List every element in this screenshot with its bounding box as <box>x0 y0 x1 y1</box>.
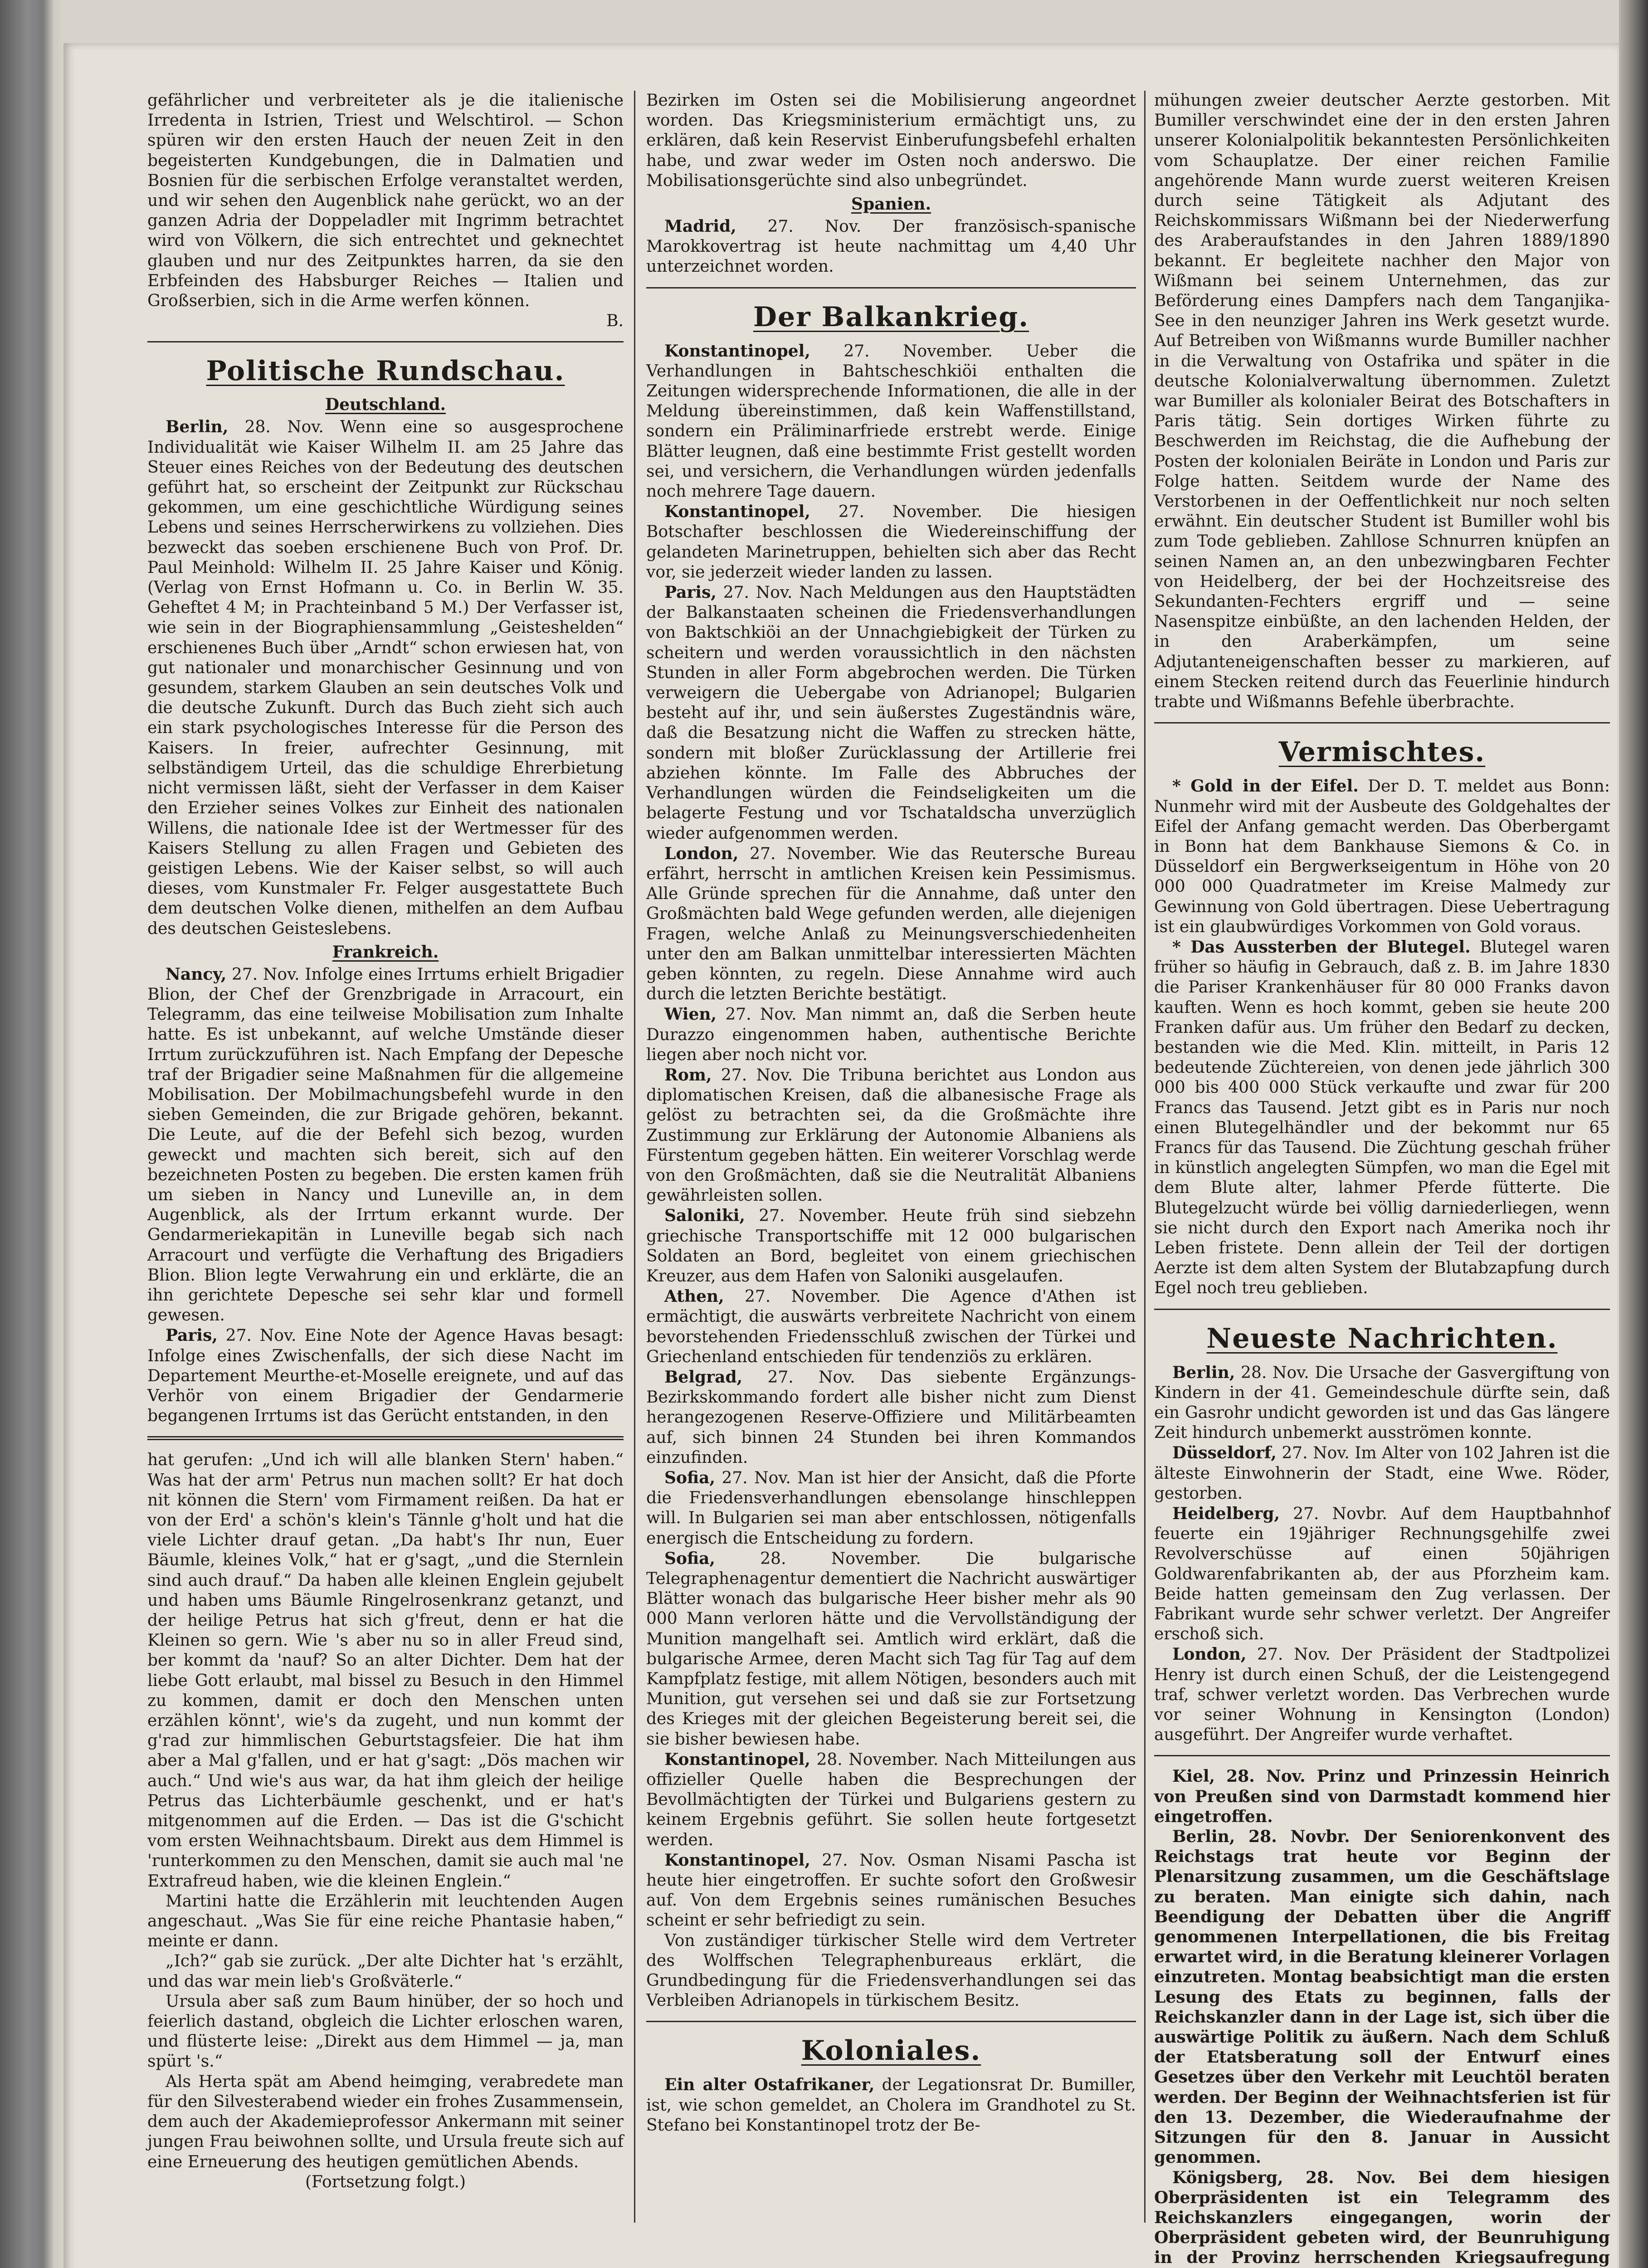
news-text: 27. Nov. Eine Note der Agence Havas besagt: Infolge eines Zwischenfalls, der sich diese Nacht im Departement Meurthe-et-Moselle ereignete, und auf das Verhör von einem Brigadier der Gendarmerie begangenen Irrtums ist das Gerücht entstanden, in den <box>147 1326 624 1426</box>
divider <box>147 341 624 342</box>
news-text: 27. November. Die Agence d'Athen ist ermächtigt, die auswärts verbreitete Nachricht von einem bevorstehenden Friedensschluß zwischen der Türkei und Griechenland entschieden für tendenziös zu erklären. <box>646 1287 1136 1366</box>
column-rule-1 <box>634 91 635 2223</box>
news-text: 28. Nov. Wenn eine so ausgesprochene Individualität wie Kaiser Wilhelm II. am 25 Jahre das Steuer eines Reiches von der Bedeutung des deutschen geführt hat, so erscheint der Zeitpunkt zur Rückschau gekommen, um eine geschichtliche Würdigung seines Lebens und seines Herrscherwirkens zu vollziehen. Dies bezweckt das soeben erschienene Buch von Prof. Dr. Paul Meinhold: Wilhelm II. 25 Jahre Kaiser und König. (Verlag von Ernst Hofmann u. Co. in Berlin W. 35. Geheftet 4 M; in Prachteinband 5 M.) Der Verfasser ist, wie sein in der Biographiensammlung „Geisteshelden“ erschienenes Buch über „Arndt“ schon erwiesen hat, von gut nationaler und monarchischer Gesinnung und von gesundem, starkem Glauben an sein deutsches Volk und die deutsche Zukunft. Durch das Buch zieht sich auch ein stark psychologisches Interesse für die Person des Kaisers. In freier, aufrechter Gesinnung, mit selbständigem Urteil, das die schuldige Ehrerbietung nicht vermissen läßt, sieht der Verfasser in dem Kaiser den Erzieher seines Volkes zur Einheit des nationalen Willens, die nationale Idee ist der Wertmesser für des Kaisers Stellung zu allen Fragen und Gebieten des geistigen Lebens. Wie der Kaiser selbst, so will auch dieses, vom Kunstmaler Fr. Felger ausgestattete Buch dem deutschen Volke dienen, mithelfen an dem Aufbau des deutschen Geisteslebens. <box>147 418 624 938</box>
page-edge-shadow <box>1619 0 1648 2268</box>
news-item <box>1154 1443 1610 1504</box>
divider <box>646 2021 1136 2022</box>
section-title-koloniales: Koloniales. <box>801 2035 981 2067</box>
section-title-neueste-nachrichten: Neueste Nachrichten. <box>1206 1322 1558 1354</box>
news-item <box>1154 1644 1610 1745</box>
dateline: Königsberg, <box>1172 2168 1283 2187</box>
column-1 <box>147 91 624 2192</box>
dateline: Konstantinopel, <box>664 1750 810 1769</box>
article-signature: B. <box>606 312 624 331</box>
news-item <box>1154 2168 1610 2268</box>
news-text: Blutegel waren früher so häufig in Gebrauch, daß z. B. im Jahre 1830 die Pariser Krankenhäuser für 80 000 Franks davon kauften. Wenn es hoch kommt, geben sie heute 200 Franken dafür aus. Um früher den Bedarf zu decken, bestanden wie die Med. Klin. mitteilt, in Paris 12 bedeutende Züchtereien, von denen jede jährlich 300 000 bis 400 000 Stück verkaufte und zwar für 200 Francs das Tausend. Jetzt gibt es in Paris nur noch einen Blutegelhändler und der bekommt nur 65 Francs für das Tausend. Die Züchtung geschah früher in künstlich angelegten Sümpfen, wo man die Egel mit dem Blute alter, lahmer Pferde fütterte. Die Blutegelzucht würde bei völlig darniederliegen, wenn sie nicht durch den Export nach Amerika noch ihr Leben fristete. Denn allein der Teil der dortigen Aerzte ist dem alten System der Blutabzapfung durch Egel noch treu geblieben. <box>1154 938 1610 1298</box>
news-item <box>1154 1766 1610 1827</box>
news-text: 27. Nov. Infolge eines Irrtums erhielt Brigadier Blion, der Chef der Grenzbrigade in Arracourt, ein Telegramm, das eine teilweise Mobilisation zum Inhalte hatte. Es ist unbekannt, auf welche Umstände dieser Irrtum zurückzuführen ist. Nach Empfang der Depesche traf der Brigadier seine Maßnahmen für die allgemeine Mobilisation. Der Mobilmachungsbefehl wurde in den sieben Gemeinden, die zur Brigade gehören, bekannt. Die Leute, auf die der Befehl sich bezog, wurden geweckt und machten sich bereit, sich auf den bezeichneten Posten zu begeben. Die ersten kamen früh um sieben in Nancy und Luneville an, in dem Augenblick, als der Irrtum erkannt wurde. Der Gendarmeriekapitän in Luneville begab sich nach Arracourt und verfügte die Verhaftung des Brigadiers Blion. Blion legte Verwahrung ein und erklärte, die an ihn gerichtete Depesche sei sehr klar und formell gewesen. <box>147 965 624 1325</box>
section-title-vermischtes: Vermischtes. <box>1278 736 1486 768</box>
news-text: 27. Nov. Nach Meldungen aus den Hauptstädten der Balkanstaaten scheinen die Friedensverhandlungen von Baktschkiöi an der Unnachgiebigkeit der Türken zu scheitern und werden voraussichtlich in den nächsten Stunden in aller Form abgebrochen werden. Die Türken verweigern die Uebergabe von Adrianopel; Bulgarien besteht auf ihr, und sein äußerstes Zugeständnis wäre, daß die Besatzung nicht die Waffen zu strecken hätte, sondern mit bloßer Zurücklassung der Artillerie frei abziehen könnte. Im Falle des Abbruches der Verhandlungen würden die Feindseligkeiten um die belagerte Festung und vor Tschataldscha unverzüglich wieder aufgenommen werden. <box>646 583 1136 843</box>
dateline: London, <box>664 844 739 863</box>
news-text: 27. Novbr. Auf dem Hauptbahnhof feuerte ein 19jähriger Rechnungsgehilfe zwei Revolverschüsse auf einen 50jährigen Goldwarenfabrikanten ab, der aus Pforzheim kam. Beide hatten gemeinsam den Zug verlassen. Der Fabrikant wurde sehr schwer verletzt. Der Angreifer erschoß sich. <box>1154 1505 1610 1644</box>
news-text: 27. Nov. Osman Nisami Pascha ist heute hier eingetroffen. Er suchte sofort den Großwesir auf. Von dem Ergebnis seines rumänischen Besuches scheint er sehr befriedigt zu sein. <box>646 1851 1136 1930</box>
dateline: Heidelberg, <box>1172 1504 1280 1523</box>
feuilleton-text: hat gerufen: „Und ich will alle blanken Stern' haben.“ Was hat der arm' Petrus nun machen sollt? Er hat doch nit können die Stern' vom Firmament reißen. Da hat er von der Erd' a schön's klein's Tännle g'holt und hat die viele Lichter drauf getan. „Da habt's Ihr nun, Euer Bäumle, kleines Volk,“ hat er g'sagt, „und die Sternlein sind auch drauf.“ Da haben alle kleinen Englein gejubelt und haben ums Bäumle Ringelrosenkranz getanzt, und der heilige Petrus hat sich g'freut, denn er hat die Kleinen so gern. Wie 's aber nu so in aller Freud sind, ber kommt da 'nauf? So an alter Dichter. Dem hat der liebe Gott erlaubt, mal bissel zu Besuch in den Himmel zu kommen, damit er doch den Menschen unten erzählen könnt', wie's da zugeht, und nun kommt der g'rad zur himmlischen Geburtstagsfeier. Die hat ihm aber a Mal g'fallen, und er hat g'sagt: „Dös machen wir auch.“ Und wie's aus war, da hat ihm gleich der heilige Petrus das Lichterbäumle geschenkt, und er hat's mitgenommen auf die Erden. — Das ist die G'schicht vom ersten Weihnachtsbaum. Direkt aus dem Himmel is 'runterkommen zu den Menschen, damit sie auch mal 'ne Extrafreud haben, wie die kleinen Englein.“ <box>147 1451 624 1891</box>
news-item <box>147 964 624 1326</box>
column-rule-2 <box>1144 91 1146 2223</box>
news-text: 27. Nov. Man ist hier der Ansicht, daß die Pforte die Friedensverhandlungen ebensolange hinschleppen will. In Bulgarien sei man aber entschlossen, nötigenfalls energisch die Entscheidung zu fordern. <box>646 1469 1136 1548</box>
news-item <box>646 2075 1136 2136</box>
news-item <box>646 1004 1136 1065</box>
section-title-balkankrieg: Der Balkankrieg. <box>753 301 1029 333</box>
subheading-frankreich: Frankreich. <box>332 942 439 962</box>
news-text: 27. Nov. Das siebente Ergänzungs-Bezirkskommando fordert alle bisher nicht zum Dienst herangezogenen Reserve-Offiziere und Militärbeamten auf, sich binnen 24 Stunden bei ihren Kommandos einzufinden. <box>646 1368 1136 1467</box>
dateline: Berlin, <box>1172 1363 1235 1382</box>
divider <box>1154 1309 1610 1310</box>
news-item <box>1154 937 1610 1299</box>
news-text: 27. November. Wie das Reutersche Bureau erfährt, herrscht in amtlichen Kreisen kein Pessimismus. Alle Gründe sprechen für die Annahme, daß unter den Großmächten bald Wege gefunden werden, alle diejenigen Fragen, welche Anlaß zu Meinungsverschiedenheiten unter den am Balkan unmittelbar interessierten Mächten geben könnten, zu regeln. Diese Annahme wird auch durch die letzten Berichte bestätigt. <box>646 844 1136 1004</box>
news-item <box>646 582 1136 844</box>
news-item <box>646 1367 1136 1468</box>
item-heading: * Das Aussterben der Blutegel. <box>1172 937 1471 957</box>
dateline: Nancy, <box>166 964 227 984</box>
dateline: Saloniki, <box>664 1206 746 1226</box>
news-item <box>646 341 1136 502</box>
news-text: 27. Nov. Der französisch-spanische Marokkovertrag ist heute nachmittag um 4,40 Uhr unterzeichnet worden. <box>646 217 1136 276</box>
dateline: London, <box>1172 1645 1247 1664</box>
column-2 <box>646 91 1136 2136</box>
news-item <box>147 417 624 938</box>
news-item <box>646 216 1136 277</box>
news-item <box>646 502 1136 582</box>
news-text: der Legationsrat Dr. Bumiller, ist, wie schon gemeldet, an Cholera im Grandhotel zu St. Stefano bei Konstantinopel trotz der Be- <box>646 2076 1136 2135</box>
item-heading: * Gold in der Eifel. <box>1172 777 1359 796</box>
feuilleton-text: Als Herta spät am Abend heimging, verabredete man für den Silvesterabend wieder ein frohes Zusammensein, dem auch der Akademieprofessor Ankermann mit seiner jungen Frau beiwohnen sollte, und Ursula freute sich auf eine Erneuerung des heutigen gemütlichen Abends. <box>147 2072 624 2171</box>
news-text: 28. November. Die bulgarische Telegraphenagentur dementiert die Nachricht auswärtiger Blätter wonach das bulgarische Heer bisher mehr als 90 000 Mann verloren hätte und die Vervollständigung der Munition mangelhaft sei. Amtlich wird erklärt, daß die bulgarische Armee, deren Macht sich Tag für Tag auf dem Kampfplatz festige, mit allem Nötigen, besonders auch mit Munition, gut versehen sei und daß sie zur Fortsetzung des Krieges mit der gleichen Begeisterung bereit sei, die sie bisher bewiesen habe. <box>646 1549 1136 1749</box>
news-text: 28. Novbr. Der Seniorenkonvent des Reichstags trat heute vor Beginn der Plenarsitzung zusammen, um die Geschäftslage zu beraten. Man einigte sich dahin, nach Beendigung der Debatten über die Angriff genommenen Interpellationen, die bis Freitag erwartet wird, in die Beratung kleinerer Vorlagen einzutreten. Montag beabsichtigt man die ersten Lesung des Etats zu beginnen, falls der Reichskanzler dann in der Lage ist, sich über die auswärtige Politik zu äußern. Nach dem Schluß der Etatsberatung soll der Entwurf eines Gesetzes über den Verkehr mit Leuchtöl beraten werden. Der Beginn der Weihnachtsferien ist für den 13. Dezember, die Wiederaufnahme der Sitzungen für den 8. Januar in Aussicht genommen. <box>1154 1827 1610 2167</box>
subheading-spanien: Spanien. <box>851 195 931 214</box>
news-text: 28. Nov. Prinz und Prinzessin Heinrich von Preußen sind von Darmstadt kommend hier eingetroffen. <box>1154 1767 1610 1826</box>
dateline: Madrid, <box>664 217 736 236</box>
dateline: Konstantinopel, <box>664 341 810 361</box>
news-item <box>646 1065 1136 1206</box>
news-item <box>646 1468 1136 1549</box>
dateline: Athen, <box>664 1287 724 1306</box>
dateline: Berlin, <box>1172 1827 1235 1847</box>
dateline: Belgrad, <box>664 1367 743 1387</box>
dateline: Düsseldorf, <box>1172 1443 1277 1463</box>
dateline: Sofia, <box>664 1468 716 1487</box>
feuilleton-text: „Ich?“ gab sie zurück. „Der alte Dichter hat 's erzählt, und das war mein lieb's Großväterle.“ <box>147 1952 624 1991</box>
news-text: 27. Nov. Die Tribuna berichtet aus London aus diplomatischen Kreisen, daß die albanesische Frage als gelöst zu betrachten sei, da die Großmächte ihre Zustimmung zur Erklärung der Autonomie Albaniens als Fürstentum gegeben hätten. Ein weiterer Vorschlag werde von den Großmächten, daß sie die Neutralität Albaniens gewährleisten sollen. <box>646 1066 1136 1205</box>
feuilleton-divider <box>147 1436 624 1440</box>
article-text: gefährlicher und verbreiteter als je die italienische Irredenta in Istrien, Triest und Welschtirol. — Schon spüren wir den ersten Hauch der neuen Zeit in den begeisterten Kundgebungen, die in Dalmatien und Bosnien für die serbischen Erfolge veranstaltet werden, und wir sehen den Augenblick nahe gerückt, wo an der ganzen Adria der Doppeladler mit Ingrimm betrachtet wird von Völkern, die sich entrechtet und geknechtet glauben und nur des Zeitpunktes harren, da sie den Erbfeinden des Habsburger Reiches — Italien und Großserbien, sich in die Arme werfen können. <box>147 91 624 311</box>
news-text: 27. November. Ueber die Verhandlungen in Bahtscheschkiöi enthalten die Zeitungen widersprechende Informationen, die alle in der Meldung übereinstimmen, daß kein Waffenstillstand, sondern ein Präliminarfriede erstrebt werde. Einige Blätter leugnen, daß eine bestimmte Frist gestellt worden sei, und versichern, die Verhandlungen würden jedenfalls noch mehrere Tage dauern. <box>646 342 1136 501</box>
dateline: Konstantinopel, <box>664 1850 810 1870</box>
news-item <box>646 1850 1136 1931</box>
article-text: mühungen zweier deutscher Aerzte gestorben. Mit Bumiller verschwindet eine der in den ersten Jahren unserer Kolonialpolitik bekanntesten Persönlichkeiten vom Schauplatze. Der einer reichen Familie angehörende Mann wurde zuerst weiteren Kreisen durch seine Tätigkeit als Adjutant des Reichskommissars Wißmann bei der Niederwerfung des Araberaufstandes in den Jahren 1889/1890 bekannt. Er begleitete nachher den Major von Wißmann bei seinem Unternehmen, das zur Beförderung eines Dampfers nach dem Tanganjika-See in den neunziger Jahren ins Werk gesetzt wurde. Auf Betreiben von Wißmanns wurde Bumiller nachher in die Verwaltung von Ostafrika und später in die deutsche Kolonialverwaltung übernommen. Zuletzt war Bumiller als kolonialer Beirat des Botschafters in Paris tätig. Sein dortiges Wirken führte zu Beschwerden im Reichstag, die die Aufhebung der Posten der kolonialen Beiräte in London und Paris zur Folge hatten. Seitdem wurde der Name des Verstorbenen in der Oeffentlichkeit nur noch selten erwähnt. Ein deutscher Student ist Bumiller wohl bis zum Tode geblieben. Zahllose Schnurren knüpfen an seinen Namen an, an den unbezwingbaren Fechter von Heidelberg, der bei der Hochzeitsreise des Sekundanten-Fechters ergriff und — seine Nasenspitze einbüßte, an den lachenden Helden, der in den Araberkämpfen, um seine Adjutanteneigenschaften besser zu markieren, auf einem Stecken reitend durch das Feuerlinie hindurch trabte und Wißmanns Befehle überbrachte. <box>1154 91 1610 712</box>
news-text: 27. November. Heute früh sind siebzehn griechische Transportschiffe mit 12 000 bulgarischen Soldaten an Bord, begleitet von einem griechischen Kreuzer, aus dem Hafen von Saloniki ausgelaufen. <box>646 1207 1136 1286</box>
news-item <box>1154 1827 1610 2167</box>
news-text: 27. Nov. Im Alter von 102 Jahren ist die älteste Einwohnerin der Stadt, eine Wwe. Röder, gestorben. <box>1154 1444 1610 1503</box>
dateline: Wien, <box>664 1005 717 1024</box>
continuation-note: (Fortsetzung folgt.) <box>305 2172 466 2191</box>
dateline: Rom, <box>664 1065 712 1085</box>
news-item <box>646 1750 1136 1850</box>
subheading-deutschland: Deutschland. <box>325 395 446 415</box>
divider <box>1154 1755 1610 1756</box>
dateline: Paris, <box>664 583 717 602</box>
column-3 <box>1154 91 1610 2268</box>
news-item <box>1154 1504 1610 1644</box>
divider <box>646 287 1136 288</box>
dateline: Konstantinopel, <box>664 502 810 522</box>
news-item: Von zuständiger türkischer Stelle wird dem Vertreter des Wolffschen Telegraphenbureaus erklärt, die Grundbedingung für die Friedensverhandlungen sei das Verbleiben Adrianopels in türkischem Besitz. <box>646 1931 1136 2010</box>
dateline: Berlin, <box>166 417 229 437</box>
news-text: 28. November. Nach Mitteilungen aus offizieller Quelle haben die Besprechungen der Bevollmächtigten der Türkei und Bulgariens gestern zu keinem Ergebnis geführt. Sie sollen heute fortgesetzt werden. <box>646 1750 1136 1849</box>
news-item <box>147 1325 624 1426</box>
news-text: 27. Nov. Der Präsident der Stadtpolizei Henry ist durch einen Schuß, der die Leistengegend traf, schwer verletzt worden. Das Verbrechen wurde vor seiner Wohnung in Kensington (London) ausgeführt. Der Angreifer wurde verhaftet. <box>1154 1645 1610 1745</box>
news-text: Der D. T. meldet aus Bonn: Nunmehr wird mit der Ausbeute des Goldgehaltes der Eifel der Anfang gemacht werden. Das Oberbergamt in Bonn hat dem Bankhause Siemons & Co. in Düsseldorf ein Bergwerkseigentum in Höhe von 20 000 000 Quadratmeter im Kreise Malmedy zur Gewinnung von Gold übertragen. Diese Uebertragung ist ein glaubwürdiges Vorkommen von Gold voraus. <box>1154 777 1610 936</box>
dateline: Paris, <box>166 1326 218 1345</box>
news-text: 28. Nov. Die Ursache der Gasvergiftung von Kindern in der 41. Gemeindeschule dürfte sein, daß ein Gasrohr undicht geworden ist und das Gas längere Zeit hindurch unbemerkt ausströmen konnte. <box>1154 1363 1610 1442</box>
news-item <box>1154 776 1610 937</box>
section-title-politische-rundschau: Politische Rundschau. <box>206 355 565 387</box>
dateline: Ein alter Ostafrikaner, <box>664 2075 875 2095</box>
news-item <box>646 1286 1136 1367</box>
feuilleton-text: Ursula aber saß zum Baum hinüber, der so hoch und feierlich dastand, obgleich die Lichter erloschen waren, und flüsterte leise: „Direkt aus dem Himmel — ja, man spürt 's.“ <box>147 1992 624 2071</box>
news-text: 27. November. Die hiesigen Botschafter beschlossen die Wiedereinschiffung der gelandeten Marinetruppen, behielten sich aber das Recht vor, sie jederzeit wieder landen zu lassen. <box>646 503 1136 582</box>
news-item <box>646 1206 1136 1286</box>
news-item <box>646 844 1136 1005</box>
dateline: Kiel, <box>1172 1767 1215 1786</box>
news-item <box>646 1549 1136 1750</box>
divider <box>1154 722 1610 723</box>
news-text: 27. Nov. Man nimmt an, daß die Serben heute Durazzo eingenommen haben, authentische Berichte liegen aber noch nicht vor. <box>646 1005 1136 1064</box>
news-item <box>1154 1363 1610 1443</box>
feuilleton-text: Martini hatte die Erzählerin mit leuchtenden Augen angeschaut. „Was Sie für eine reiche Phantasie haben,“ meinte er dann. <box>147 1892 624 1951</box>
dateline: Sofia, <box>664 1549 716 1568</box>
article-text: Bezirken im Osten sei die Mobilisierung angeordnet worden. Das Kriegsministerium ermächtigt uns, zu erklären, daß kein Reservist Einberufungsbefehl erhalten habe, und zwar weder im Osten noch anderswo. Die Mobilisationsgerüchte sind also unbegründet. <box>646 91 1136 190</box>
news-text: 28. Nov. Bei dem hiesigen Oberpräsidenten ist ein Telegramm des Reichskanzlers eingegangen, worin der Oberpräsident gebeten wird, der Beunruhigung in der Provinz herrschenden Kriegsaufregung <box>1154 2168 1610 2268</box>
